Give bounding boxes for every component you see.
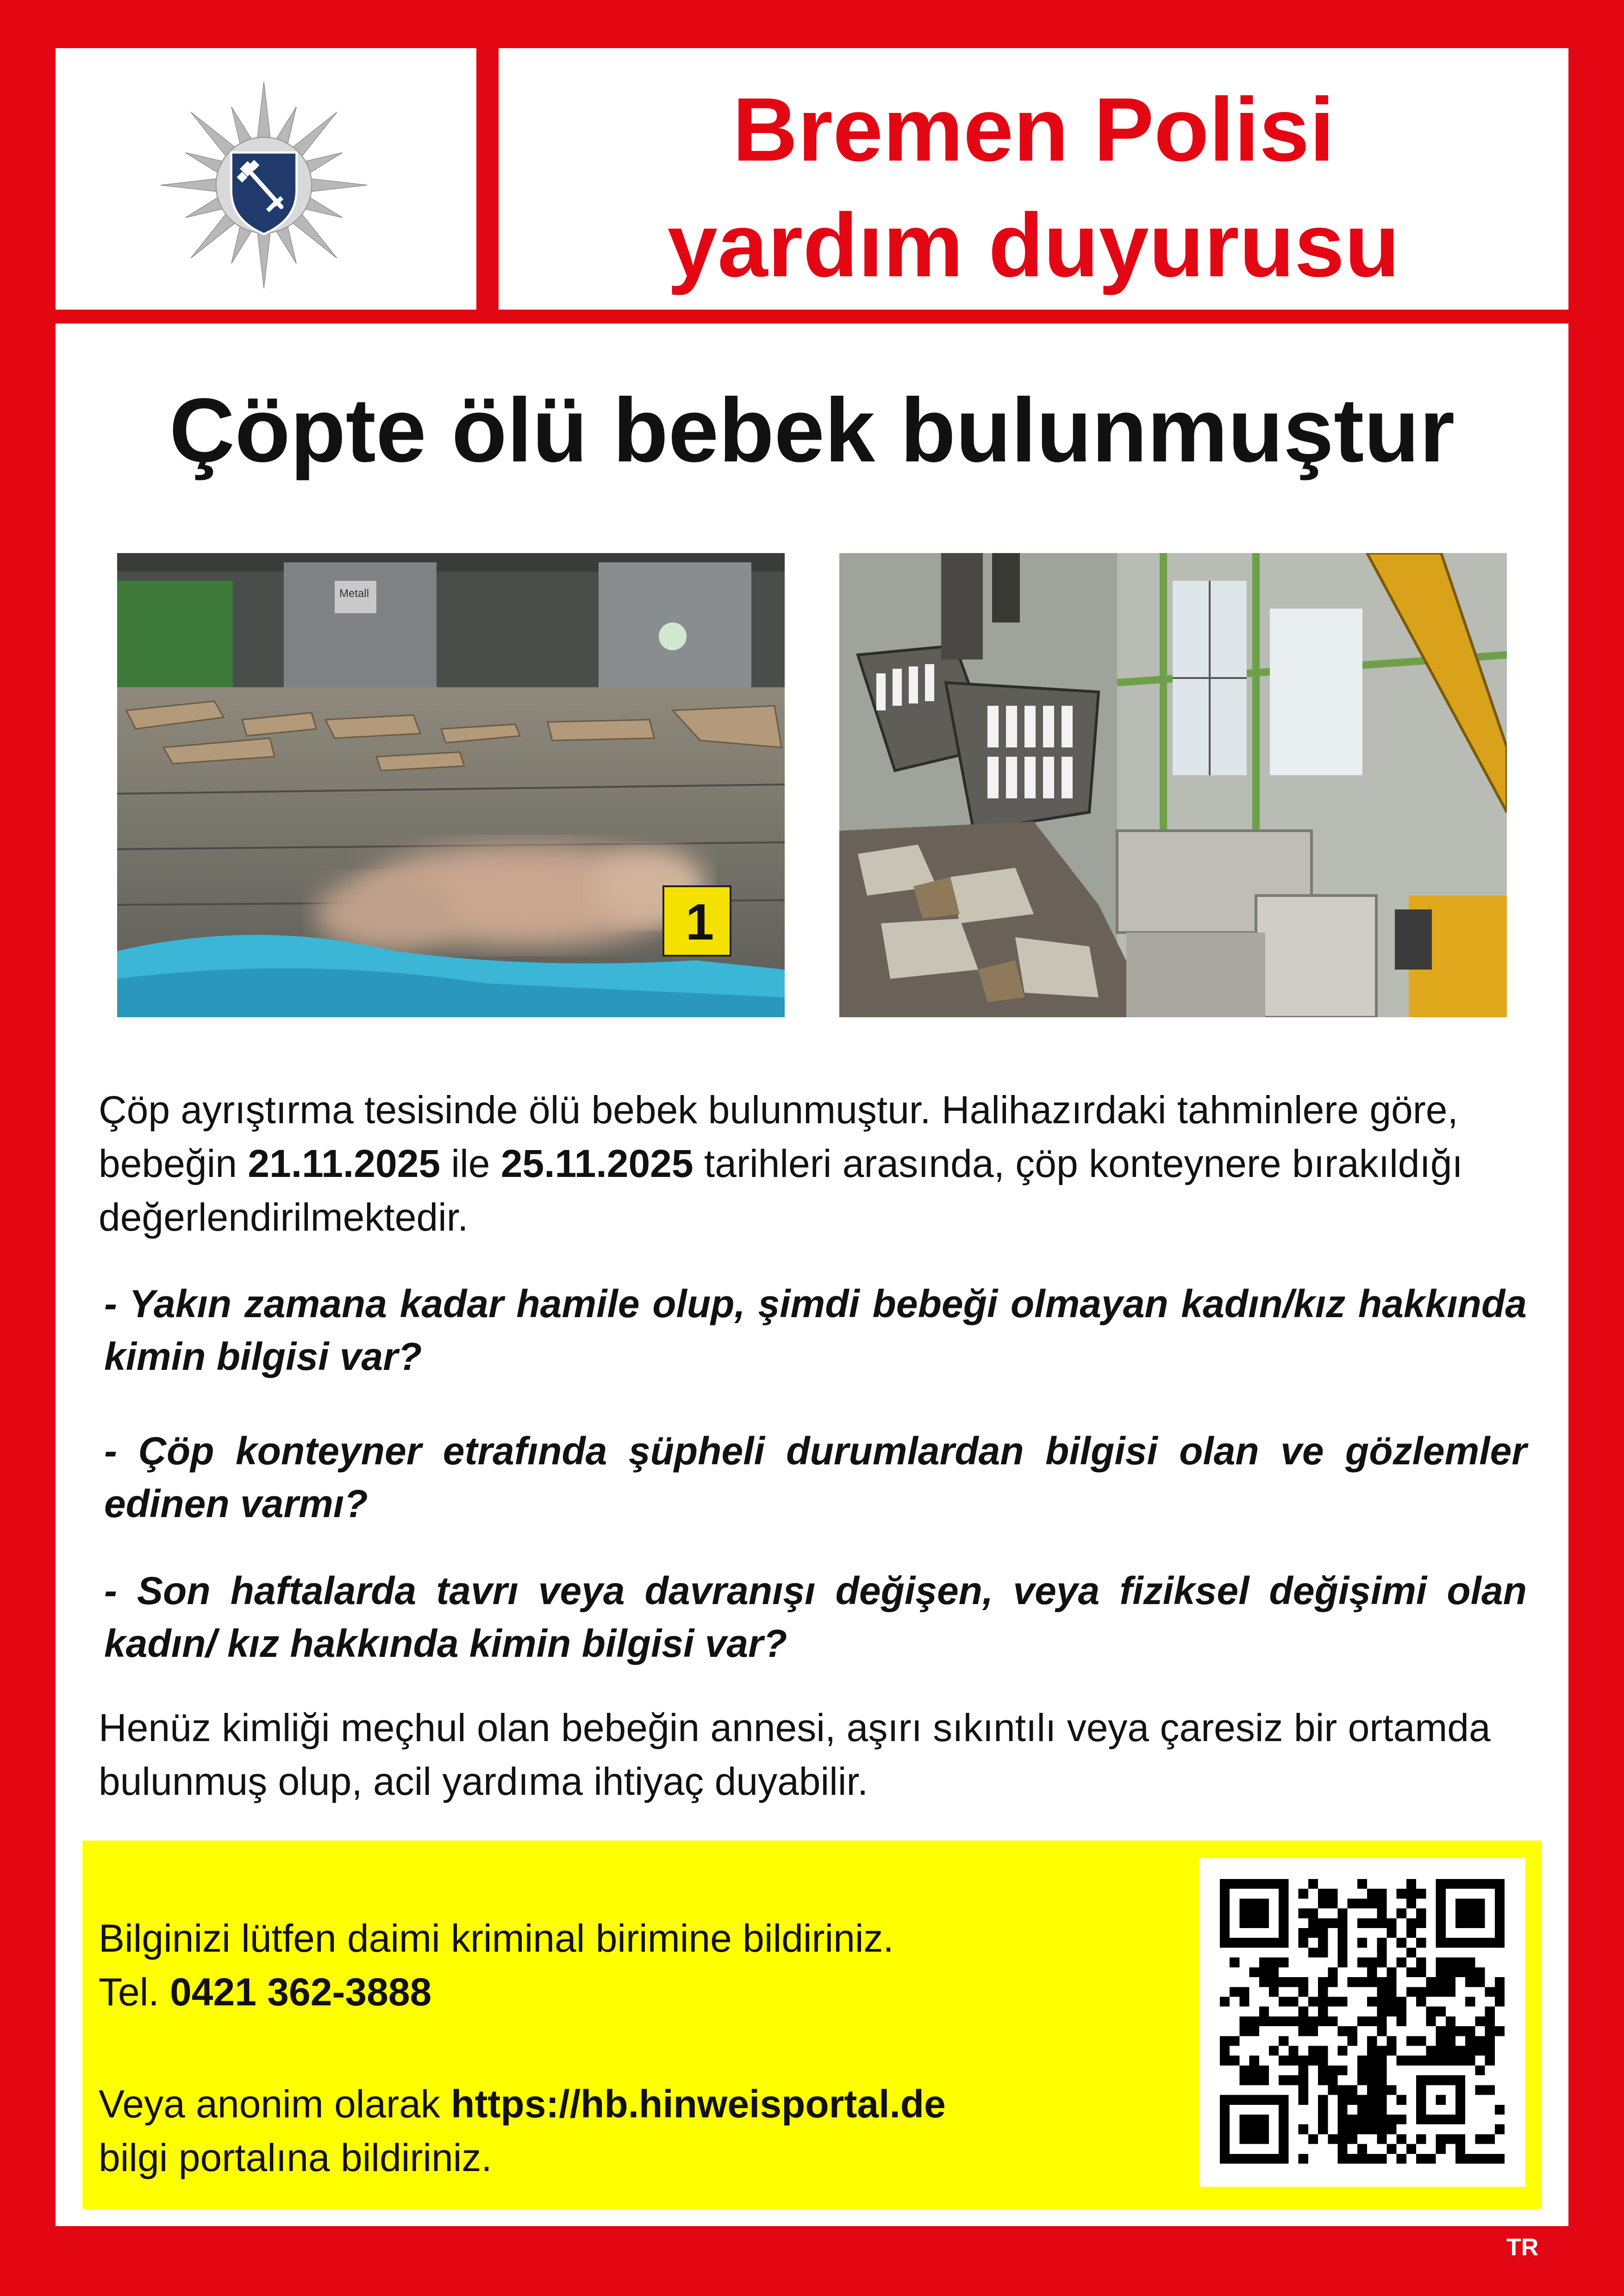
portal-line xyxy=(99,2077,1163,2131)
question-3: - Son haftalarda tavrı veya davranışı değişen, veya fiziksel değişimi olan kadın/ kız hakkında kimin bilgisi var? xyxy=(104,1569,1527,1665)
contact-portal-block xyxy=(99,2077,1163,2184)
conveyor-belt-evidence-photo xyxy=(117,553,785,1017)
phone-number: 0421 362-3888 xyxy=(170,1970,432,2014)
container-label: Metall xyxy=(339,587,369,600)
contact-instruction: Bilginizi lütfen daimi kriminal birimine bildiriniz. xyxy=(99,1916,894,1960)
date-start: 21.11.2025 xyxy=(248,1142,441,1185)
bremen-police-star-badge-icon xyxy=(155,76,373,294)
qr-code-frame xyxy=(1199,1858,1525,2187)
portal-url[interactable]: https://hb.hinweisportal.de xyxy=(451,2082,946,2126)
intro-text-part2: ile xyxy=(440,1142,501,1185)
agency-title-line1: Bremen Polisi xyxy=(732,79,1335,180)
intro-text-part1: Çöp ayrıştırma tesisinde ölü bebek bulunmuştur. Halihazırdaki tahminlere göre, bebeğin xyxy=(99,1088,1458,1185)
date-end: 25.11.2025 xyxy=(500,1142,693,1185)
waste-facility-grapple-photo xyxy=(839,553,1507,1017)
anon-suffix: bilgi portalına bildiriniz. xyxy=(99,2136,492,2179)
contact-phone-block xyxy=(99,1911,1163,2019)
qr-code-icon[interactable] xyxy=(1220,1879,1505,2164)
evidence-marker-number: 1 xyxy=(686,894,714,951)
phone-line xyxy=(99,1965,1163,2019)
question-2: - Çöp konteyner etrafında şüpheli durumlardan bilgisi olan ve gözlemler edinen varmı? xyxy=(104,1429,1527,1525)
closing-paragraph: Henüz kimliği meçhul olan bebeğin annesi, aşırı sıkıntılı veya çaresiz bir ortamda bulunmuş olup, acil yardıma ihtiyaç duyabilir. xyxy=(99,1706,1491,1803)
anon-prefix: Veya anonim olarak xyxy=(99,2082,451,2126)
phone-label: Tel. xyxy=(99,1970,170,2014)
intro-paragraph xyxy=(99,1083,1527,1244)
question-1: - Yakın zamana kadar hamile olup, şimdi bebeği olmayan kadın/kız hakkında kimin bilgisi var? xyxy=(104,1282,1527,1378)
agency-title xyxy=(499,72,1568,303)
page-headline: Çöpte ölü bebek bulunmuştur xyxy=(169,380,1455,481)
language-code: TR xyxy=(1506,2234,1539,2261)
agency-title-line2: yardım duyurusu xyxy=(667,195,1400,296)
intro-text-part3: tarihleri arasında, çöp konteynere bırakıldığı değerlendirilmektedir. xyxy=(99,1142,1463,1239)
